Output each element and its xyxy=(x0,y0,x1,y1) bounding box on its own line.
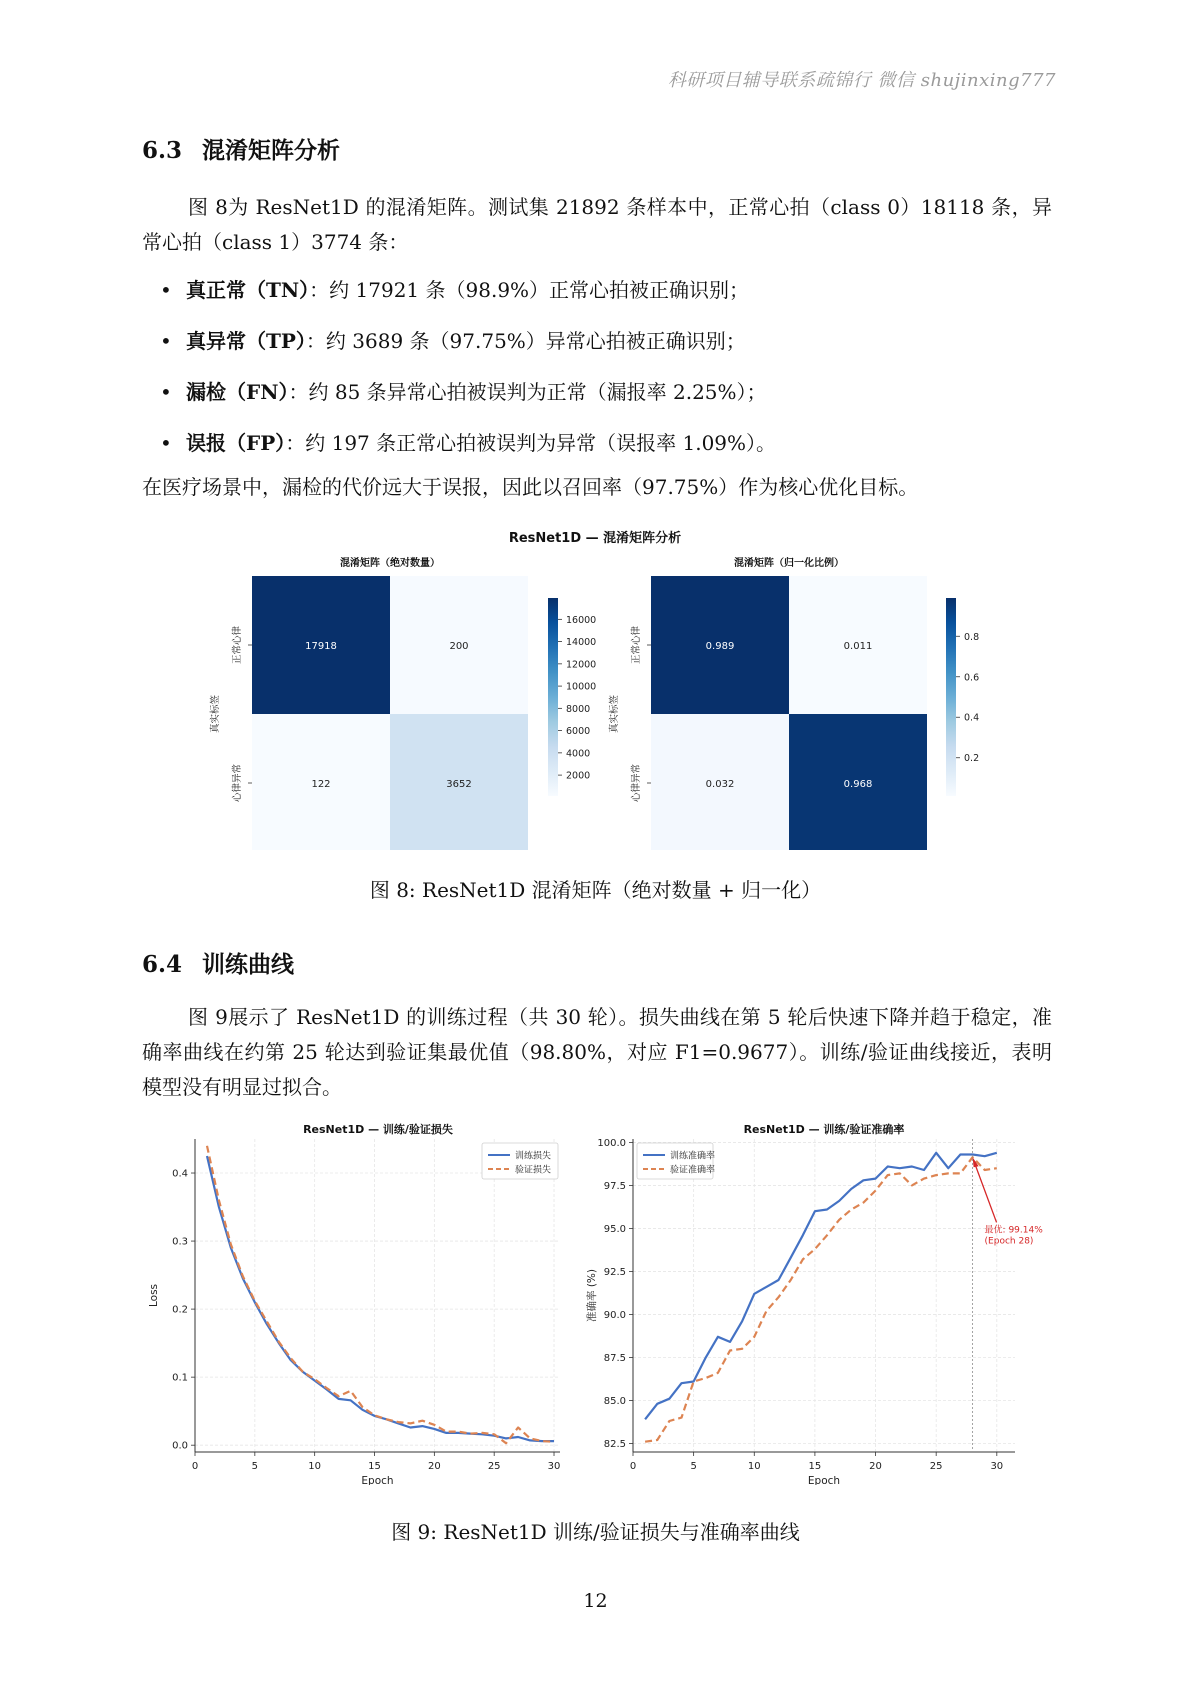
colorbar-tick-label: 0.8 xyxy=(964,631,980,643)
y-axis-label: Loss xyxy=(148,1283,160,1308)
series-line-val xyxy=(207,1146,554,1443)
y-axis-label: 真实标签 xyxy=(210,694,221,734)
y-tick-label: 心律异常 xyxy=(232,763,243,803)
chart-title: ResNet1D — 训练/验证损失 xyxy=(303,1123,453,1136)
x-tick-label: 0 xyxy=(191,1461,199,1472)
figure-8-suptitle: ResNet1D — 混淆矩阵分析 xyxy=(508,531,682,546)
y-tick-label: 100.0 xyxy=(597,1137,626,1149)
heatmap-cell-value: 0.968 xyxy=(843,779,873,790)
colorbar xyxy=(946,598,956,796)
heatmap-cell-value: 200 xyxy=(449,641,469,652)
colorbar-tick-label: 0.6 xyxy=(964,672,980,684)
y-tick-label: 92.5 xyxy=(603,1266,626,1278)
y-tick-label: 0.2 xyxy=(172,1304,188,1316)
x-tick-label: 15 xyxy=(368,1461,381,1472)
colorbar-tick-label: 6000 xyxy=(566,726,591,738)
line-chart-panel-1 xyxy=(148,1122,560,1485)
section-heading-6-4 xyxy=(142,946,294,979)
section-number: 6.3 xyxy=(142,137,183,164)
heatmap-cell-value: 0.032 xyxy=(705,779,735,790)
legend-label: 训练准确率 xyxy=(670,1151,716,1162)
page-number: 12 xyxy=(583,1590,608,1612)
bullet-term: 真正常（TN） xyxy=(186,278,310,302)
y-tick-label: 0.1 xyxy=(172,1372,188,1384)
bullet-text: ：约 197 条正常心拍被误判为异常（误报率 1.09%）。 xyxy=(285,431,777,455)
figure-9-caption: 图 9: ResNet1D 训练/验证损失与准确率曲线 xyxy=(391,1520,800,1544)
bullet-fn xyxy=(142,375,1042,426)
colorbar xyxy=(548,598,558,796)
section-heading-6-3 xyxy=(142,132,340,165)
y-tick-label: 95.0 xyxy=(603,1223,626,1235)
x-tick-label: 25 xyxy=(487,1461,501,1472)
x-axis-label: Epoch xyxy=(361,1475,394,1485)
heatmap-cell-value: 0.011 xyxy=(843,641,873,652)
heatmap-cell-value: 17918 xyxy=(305,641,337,652)
x-tick-label: 5 xyxy=(251,1461,259,1472)
y-axis-label: 真实标签 xyxy=(609,694,620,734)
y-tick-label: 正常心律 xyxy=(631,625,642,665)
bullet-term: 漏检（FN） xyxy=(186,380,289,404)
bullet-tp xyxy=(142,324,1042,375)
x-tick-label: 5 xyxy=(690,1461,697,1472)
x-tick-label: 20 xyxy=(869,1461,882,1472)
figure-8-caption: 图 8: ResNet1D 混淆矩阵（绝对数量 + 归一化） xyxy=(369,878,822,902)
bullet-text: ：约 17921 条（98.9%）正常心拍被正确识别； xyxy=(309,278,750,302)
legend-label: 训练损失 xyxy=(515,1151,552,1162)
colorbar-tick-label: 16000 xyxy=(566,614,597,626)
y-tick-label: 90.0 xyxy=(603,1309,626,1321)
y-tick-label: 心律异常 xyxy=(631,763,642,803)
colorbar-tick-label: 0.4 xyxy=(964,712,980,724)
y-tick-label: 82.5 xyxy=(603,1438,626,1450)
x-axis-label: Epoch xyxy=(807,1475,841,1485)
x-tick-label: 10 xyxy=(308,1461,322,1472)
y-tick-label: 0.0 xyxy=(172,1440,188,1452)
x-tick-label: 30 xyxy=(547,1461,561,1472)
y-tick-label: 0.3 xyxy=(172,1236,188,1248)
bullet-text: ：约 85 条异常心拍被误判为正常（漏报率 2.25%）； xyxy=(288,380,767,404)
section-title: 混淆矩阵分析 xyxy=(202,137,340,164)
running-header: 科研项目辅导联系疏锦行 微信 shujinxing777 xyxy=(667,70,1056,91)
bullet-term: 真异常（TP） xyxy=(186,329,306,353)
colorbar-tick-label: 14000 xyxy=(566,637,597,649)
heatmap-cell-value: 122 xyxy=(311,779,331,790)
bullet-tn xyxy=(142,273,1042,324)
bullet-text: ：约 3689 条（97.75%）异常心拍被正确识别； xyxy=(305,329,746,353)
y-tick-label: 85.0 xyxy=(603,1395,626,1407)
metrics-bullet-list xyxy=(142,273,1042,477)
y-tick-label: 87.5 xyxy=(603,1352,626,1364)
x-tick-label: 0 xyxy=(629,1461,637,1472)
heatmap-cell-value: 0.989 xyxy=(705,641,735,652)
y-tick-label: 正常心律 xyxy=(232,625,243,665)
chart-title: ResNet1D — 训练/验证准确率 xyxy=(743,1123,905,1136)
paragraph-training-curves: 图 9展示了 ResNet1D 的训练过程（共 30 轮）。损失曲线在第 5 轮后快速下降并趋于稳定，准确率曲线在约第 25 轮达到验证集最优值（98.80%，对应 F1=0.9677）。训练/验证曲线接近，表明模型没有明显过拟合。 xyxy=(142,1005,1052,1099)
series-line-val xyxy=(645,1157,997,1442)
x-tick-label: 25 xyxy=(929,1461,943,1472)
paragraph-recall-note: 在医疗场景中，漏检的代价远大于误报，因此以召回率（97.75%）作为核心优化目标。 xyxy=(142,475,919,499)
heatmap-cell-value: 3652 xyxy=(446,779,472,790)
heatmap-title: 混淆矩阵（绝对数量） xyxy=(340,558,440,569)
colorbar-tick-label: 2000 xyxy=(566,770,591,782)
confusion-matrix-panel-1 xyxy=(209,556,596,850)
section-title: 训练曲线 xyxy=(202,951,294,978)
annotation-label-epoch: (Epoch 28) xyxy=(984,1236,1034,1247)
colorbar-tick-label: 0.2 xyxy=(964,753,980,765)
colorbar-tick-label: 8000 xyxy=(566,703,591,715)
x-tick-label: 10 xyxy=(747,1461,761,1472)
legend-label: 验证准确率 xyxy=(670,1165,716,1176)
annotation-label: 最优: 99.14% xyxy=(984,1225,1043,1236)
figure-9-training-curves xyxy=(0,1115,1191,1485)
y-tick-label: 97.5 xyxy=(603,1180,626,1192)
figure-8-confusion-matrices xyxy=(0,520,1191,850)
heatmap-title: 混淆矩阵（归一化比例） xyxy=(734,558,844,569)
colorbar-tick-label: 10000 xyxy=(566,681,597,693)
line-chart-panel-2 xyxy=(585,1122,1043,1485)
x-tick-label: 20 xyxy=(427,1461,441,1472)
x-tick-label: 30 xyxy=(990,1461,1004,1472)
colorbar-tick-label: 4000 xyxy=(566,748,591,760)
x-tick-label: 15 xyxy=(808,1461,822,1472)
legend-label: 验证损失 xyxy=(515,1165,552,1176)
section-number: 6.4 xyxy=(142,951,183,978)
series-line-train xyxy=(207,1156,554,1441)
y-axis-label: 准确率 (%) xyxy=(586,1268,598,1323)
colorbar-tick-label: 12000 xyxy=(566,659,597,671)
y-tick-label: 0.4 xyxy=(172,1168,188,1180)
confusion-matrix-panel-2 xyxy=(608,556,979,850)
bullet-term: 误报（FP） xyxy=(186,431,286,455)
paragraph-confusion-intro: 图 8为 ResNet1D 的混淆矩阵。测试集 21892 条样本中，正常心拍（class 0）18118 条，异常心拍（class 1）3774 条： xyxy=(142,195,1052,254)
